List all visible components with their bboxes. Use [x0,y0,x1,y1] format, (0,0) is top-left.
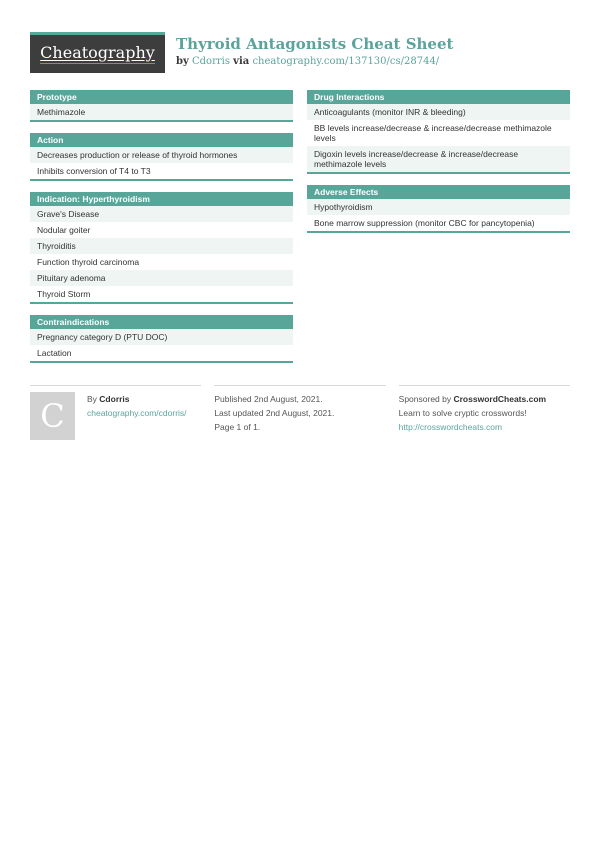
byline [176,56,453,67]
section-row: Hypothyroidism [307,199,570,215]
section-row: Pregnancy category D (PTU DOC) [30,329,293,345]
author-name: Cdorris [99,394,130,404]
section-header: Action [30,133,293,147]
cheat-section [30,315,293,363]
section-rows [30,329,293,361]
section-rows [30,206,293,302]
section-header: Contraindications [30,315,293,329]
cheat-section [30,192,293,304]
section-rows [30,104,293,120]
section-rows [307,199,570,231]
author-link[interactable]: Cdorris [192,56,230,67]
section-header: Indication: Hyperthyroidism [30,192,293,206]
section-row: Pituitary adenoma [30,270,293,286]
page-title: Thyroid Antagonists Cheat Sheet [176,35,454,53]
section-row: Inhibits conversion of T4 to T3 [30,163,293,179]
section-row: Thyroiditis [30,238,293,254]
section-row: Digoxin levels increase/decrease & increase/decrease methimazole levels [307,146,570,172]
section-row: Methimazole [30,104,293,120]
cheatography-logo[interactable] [30,32,165,73]
page-header [30,32,570,73]
section-rows [30,147,293,179]
sponsor-name: CrosswordCheats.com [453,394,547,404]
content-columns [30,90,570,374]
published-date: Published 2nd August, 2021. [214,394,323,404]
sponsor-label: Sponsored by [398,394,452,404]
page-number: Page 1 of 1. [214,422,261,432]
section-row: Decreases production or release of thyroid hormones [30,147,293,163]
title-block [176,32,453,73]
section-row: Thyroid Storm [30,286,293,302]
sponsor-link[interactable]: http://crosswordcheats.com [398,422,503,432]
author-profile-link[interactable]: cheatography.com/cdorris/ [87,408,187,418]
section-header: Prototype [30,90,293,104]
author-avatar: C [30,392,75,440]
page-footer [30,385,570,440]
section-row: BB levels increase/decrease & increase/decrease methimazole levels [307,120,570,146]
footer-author-column [30,385,201,440]
byline-by-label: by [176,56,189,67]
section-row: Bone marrow suppression (monitor CBC for pancytopenia) [307,215,570,231]
section-rows [307,104,570,172]
sponsor-tagline: Learn to solve cryptic crosswords! [398,408,527,418]
section-row: Anticoagulants (monitor INR & bleeding) [307,104,570,120]
section-row: Nodular goiter [30,222,293,238]
by-label: By [87,394,97,404]
section-row: Grave's Disease [30,206,293,222]
column-right [307,90,570,374]
byline-via-label: via [233,56,250,67]
cheat-section [307,185,570,233]
section-row: Lactation [30,345,293,361]
footer-sponsor-column [399,385,570,440]
cheat-section [30,90,293,122]
section-header: Drug Interactions [307,90,570,104]
sheet-url-link[interactable]: cheatography.com/137130/cs/28744/ [252,56,440,67]
section-header: Adverse Effects [307,185,570,199]
cheat-section [30,133,293,181]
author-info [87,392,187,440]
footer-meta-column [214,385,385,440]
cheatography-logo-text: Cheatography [40,42,155,62]
cheat-section [307,90,570,174]
section-row: Function thyroid carcinoma [30,254,293,270]
author-line [87,392,187,406]
sponsor-line [399,392,570,406]
updated-date: Last updated 2nd August, 2021. [214,408,335,418]
column-left [30,90,293,374]
